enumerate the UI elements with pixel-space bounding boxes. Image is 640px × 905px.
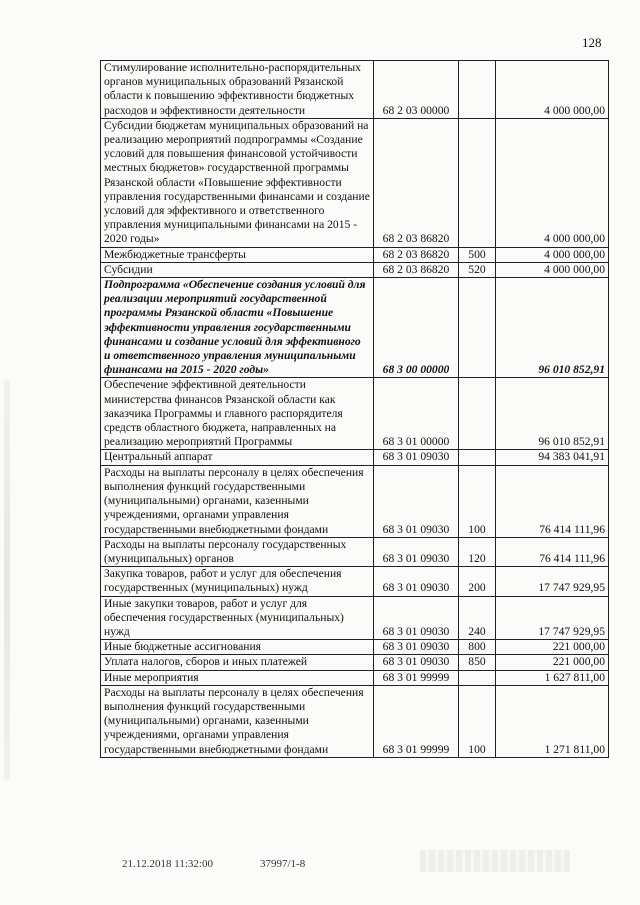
row-expense-type	[459, 450, 496, 465]
table-row	[101, 465, 609, 537]
row-expense-type: 120	[459, 537, 496, 566]
row-name: Иные закупки товаров, работ и услуг для обеспечения государственных (муниципальных) нужд	[101, 596, 374, 640]
row-expense-type: 520	[459, 262, 496, 277]
row-amount: 1 627 811,00	[496, 670, 609, 685]
row-name: Уплата налогов, сборов и иных платежей	[101, 655, 374, 670]
row-expense-type: 240	[459, 596, 496, 640]
table-row	[101, 640, 609, 655]
row-code: 68 3 01 99999	[374, 685, 459, 757]
row-name: Субсидии бюджетам муниципальных образований на реализацию мероприятий подпрограммы «Создание условий для повышения финансовой устойчивости местных бюджетов» государственной программы Рязанской области «Повышение эффективности управления государственными финансами и создание условий для эффективного и ответственного управления муниципальными финансами на 2015 - 2020 годы»	[101, 118, 374, 247]
faded-stamp	[420, 850, 570, 872]
row-expense-type: 100	[459, 465, 496, 537]
row-expense-type: 500	[459, 247, 496, 262]
row-expense-type	[459, 378, 496, 450]
table-row	[101, 596, 609, 640]
table-row	[101, 670, 609, 685]
row-expense-type	[459, 61, 496, 119]
row-expense-type	[459, 670, 496, 685]
row-code: 68 3 01 09030	[374, 596, 459, 640]
row-expense-type: 850	[459, 655, 496, 670]
row-amount: 76 414 111,96	[496, 465, 609, 537]
table-row	[101, 278, 609, 378]
scan-artifact-left	[4, 380, 10, 780]
page-number: 128	[582, 35, 602, 50]
row-amount: 1 271 811,00	[496, 685, 609, 757]
row-code: 68 2 03 86820	[374, 118, 459, 247]
row-amount: 221 000,00	[496, 640, 609, 655]
table-row	[101, 537, 609, 566]
row-amount: 94 383 041,91	[496, 450, 609, 465]
row-amount: 4 000 000,00	[496, 61, 609, 119]
row-code: 68 2 03 86820	[374, 247, 459, 262]
row-name: Стимулирование исполнительно-распорядительных органов муниципальных образований Рязанской области к повышению эффективности бюджетных расходов и эффективности деятельности	[101, 61, 374, 119]
row-name: Расходы на выплаты персоналу государственных (муниципальных) органов	[101, 537, 374, 566]
table-row	[101, 685, 609, 757]
footer-doc-id: 37997/1-8	[260, 858, 306, 870]
row-amount: 4 000 000,00	[496, 118, 609, 247]
footer-timestamp: 21.12.2018 11:32:00	[122, 858, 213, 870]
row-expense-type: 800	[459, 640, 496, 655]
row-code: 68 3 01 99999	[374, 670, 459, 685]
budget-table	[100, 60, 609, 758]
row-expense-type: 200	[459, 567, 496, 596]
budget-table-body	[101, 61, 609, 758]
row-code: 68 3 01 09030	[374, 537, 459, 566]
row-name: Закупка товаров, работ и услуг для обеспечения государственных (муниципальных) нужд	[101, 567, 374, 596]
row-expense-type	[459, 278, 496, 378]
row-code: 68 3 01 09030	[374, 567, 459, 596]
table-row	[101, 450, 609, 465]
row-amount: 96 010 852,91	[496, 278, 609, 378]
row-code: 68 3 00 00000	[374, 278, 459, 378]
row-amount: 96 010 852,91	[496, 378, 609, 450]
row-expense-type: 100	[459, 685, 496, 757]
table-row	[101, 262, 609, 277]
row-amount: 17 747 929,95	[496, 567, 609, 596]
row-name: Расходы на выплаты персоналу в целях обеспечения выполнения функций государственными (муниципальными) органами, казенными учреждениями, органами управления государственными внебюджетными фондами	[101, 685, 374, 757]
table-row	[101, 247, 609, 262]
row-name: Иные бюджетные ассигнования	[101, 640, 374, 655]
row-name: Субсидии	[101, 262, 374, 277]
table-row	[101, 118, 609, 247]
row-name: Подпрограмма «Обеспечение создания условий для реализации мероприятий государственной программы Рязанской области «Повышение эффективности управления государственными финансами и создание условий для эффективного и ответственного управления муниципальными финансами на 2015 - 2020 годы»	[101, 278, 374, 378]
row-code: 68 3 01 09030	[374, 640, 459, 655]
row-amount: 221 000,00	[496, 655, 609, 670]
row-name: Обеспечение эффективной деятельности министерства финансов Рязанской области как заказчика Программы и главного распорядителя средств областного бюджета, направленных на реализацию мероприятий Программы	[101, 378, 374, 450]
row-name: Расходы на выплаты персоналу в целях обеспечения выполнения функций государственными (муниципальными) органами, казенными учреждениями, органами управления государственными внебюджетными фондами	[101, 465, 374, 537]
row-amount: 4 000 000,00	[496, 262, 609, 277]
row-code: 68 3 01 00000	[374, 378, 459, 450]
row-code: 68 2 03 86820	[374, 262, 459, 277]
row-name: Межбюджетные трансферты	[101, 247, 374, 262]
row-code: 68 3 01 09030	[374, 465, 459, 537]
table-row	[101, 61, 609, 119]
row-amount: 4 000 000,00	[496, 247, 609, 262]
row-amount: 76 414 111,96	[496, 537, 609, 566]
row-code: 68 2 03 00000	[374, 61, 459, 119]
row-amount: 17 747 929,95	[496, 596, 609, 640]
table-row	[101, 655, 609, 670]
row-name: Иные мероприятия	[101, 670, 374, 685]
row-name: Центральный аппарат	[101, 450, 374, 465]
row-code: 68 3 01 09030	[374, 450, 459, 465]
table-row	[101, 378, 609, 450]
row-expense-type	[459, 118, 496, 247]
table-row	[101, 567, 609, 596]
row-code: 68 3 01 09030	[374, 655, 459, 670]
